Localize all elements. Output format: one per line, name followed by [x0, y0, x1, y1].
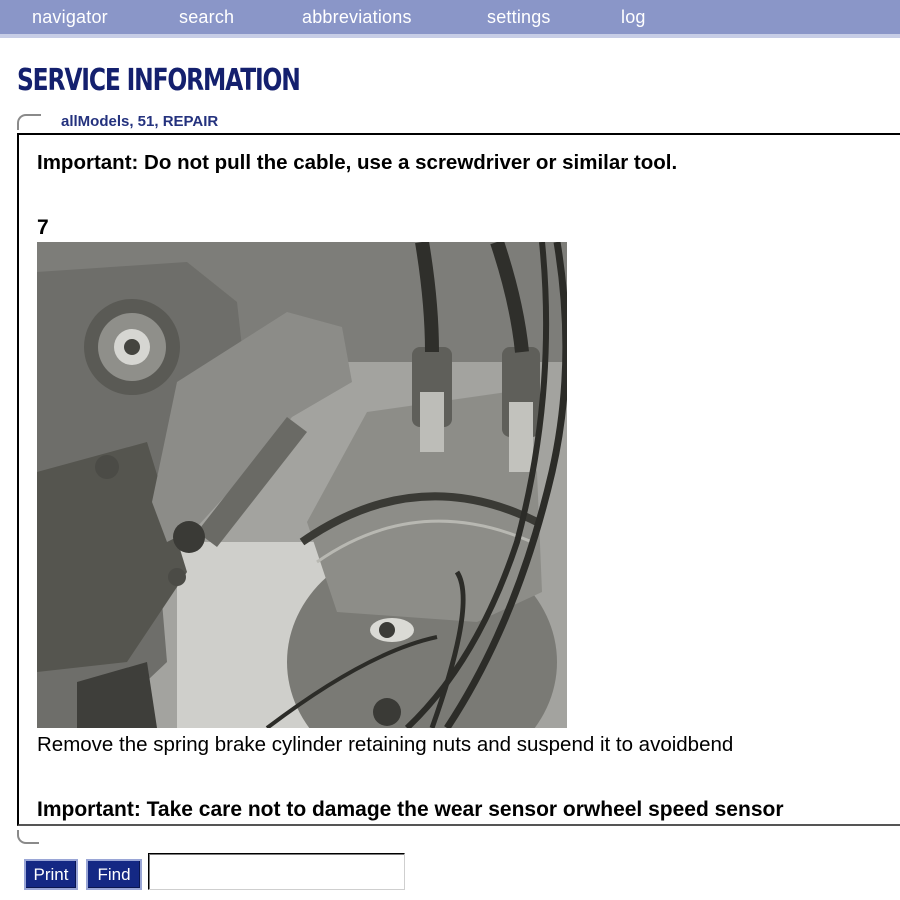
top-navigation-bar — [0, 0, 900, 38]
step-description: Remove the spring brake cylinder retaining nuts and suspend it to avoidbend — [37, 733, 734, 756]
nav-link-search[interactable]: search — [179, 7, 235, 27]
page-title: SERVICE INFORMATION — [17, 63, 300, 98]
frame-corner-bottom — [17, 830, 39, 844]
find-button[interactable]: Find — [86, 859, 142, 890]
print-button[interactable]: Print — [24, 859, 78, 890]
nav-link-abbreviations[interactable]: abbreviations — [302, 7, 412, 27]
step-number: 7 — [37, 216, 49, 239]
important-note-2: Important: Take care not to damage the wear sensor orwheel speed sensor — [37, 798, 784, 821]
nav-link-log[interactable]: log — [621, 7, 646, 27]
breadcrumb: allModels, 51, REPAIR — [61, 113, 219, 130]
frame-corner-top — [17, 114, 41, 130]
nav-link-settings[interactable]: settings — [487, 7, 551, 27]
find-input[interactable] — [148, 853, 405, 890]
important-note-1: Important: Do not pull the cable, use a screwdriver or similar tool. — [37, 151, 678, 174]
nav-link-navigator[interactable]: navigator — [32, 7, 108, 27]
brake-cylinder-photo — [37, 242, 567, 728]
content-panel[interactable] — [17, 133, 900, 826]
